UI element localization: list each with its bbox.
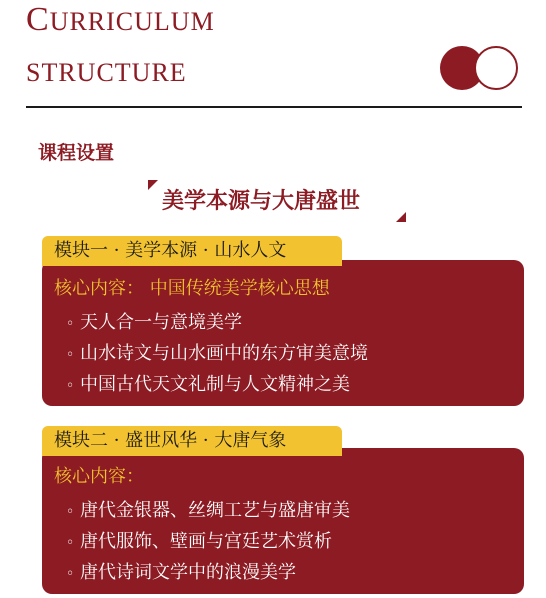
corner-mark-icon — [148, 180, 158, 190]
list-item — [66, 527, 350, 558]
list-item — [66, 308, 368, 339]
bullet-icon: ◦ — [66, 316, 75, 332]
banner-title: 美学本源与大唐盛世 — [162, 188, 361, 214]
list-item-text: 唐代服饰、壁画与宫廷艺术赏析 — [80, 531, 332, 552]
list-item-text: 唐代诗词文学中的浪漫美学 — [80, 562, 296, 583]
module-tab-2: 模块二 · 盛世风华 · 大唐气象 — [42, 426, 342, 456]
bullet-icon: ◦ — [66, 378, 75, 394]
module-tab-1: 模块一 · 美学本源 · 山水人文 — [42, 236, 342, 266]
list-item — [66, 496, 350, 527]
module-item-list — [66, 308, 368, 401]
bullet-icon: ◦ — [66, 566, 75, 582]
list-item-text: 天人合一与意境美学 — [80, 312, 242, 333]
decorative-ring-circle-icon — [474, 46, 518, 90]
title-drop-cap: C — [26, 1, 50, 38]
theme-banner — [148, 180, 406, 222]
module-card-2 — [42, 448, 524, 594]
list-item-text: 山水诗文与山水画中的东方审美意境 — [80, 343, 368, 364]
module-card-1 — [42, 260, 524, 406]
list-item — [66, 339, 368, 370]
section-title: 课程设置 — [38, 142, 115, 164]
bullet-icon: ◦ — [66, 347, 75, 363]
header-divider — [26, 106, 522, 108]
corner-mark-icon — [396, 212, 406, 222]
list-item-text: 唐代金银器、丝绸工艺与盛唐审美 — [80, 500, 350, 521]
core-content-label: 核心内容： — [54, 466, 144, 487]
core-content-label: 核心内容： 中国传统美学核心思想 — [54, 278, 330, 299]
list-item — [66, 370, 368, 401]
list-item — [66, 558, 350, 589]
page-title-line1 — [26, 0, 215, 42]
list-item-text: 中国古代天文礼制与人文精神之美 — [80, 374, 350, 395]
page-title-line2: STRUCTURE — [26, 58, 187, 87]
bullet-icon: ◦ — [66, 535, 75, 551]
title-rest: URRICULUM — [49, 7, 215, 36]
module-item-list — [66, 496, 350, 589]
bullet-icon: ◦ — [66, 504, 75, 520]
